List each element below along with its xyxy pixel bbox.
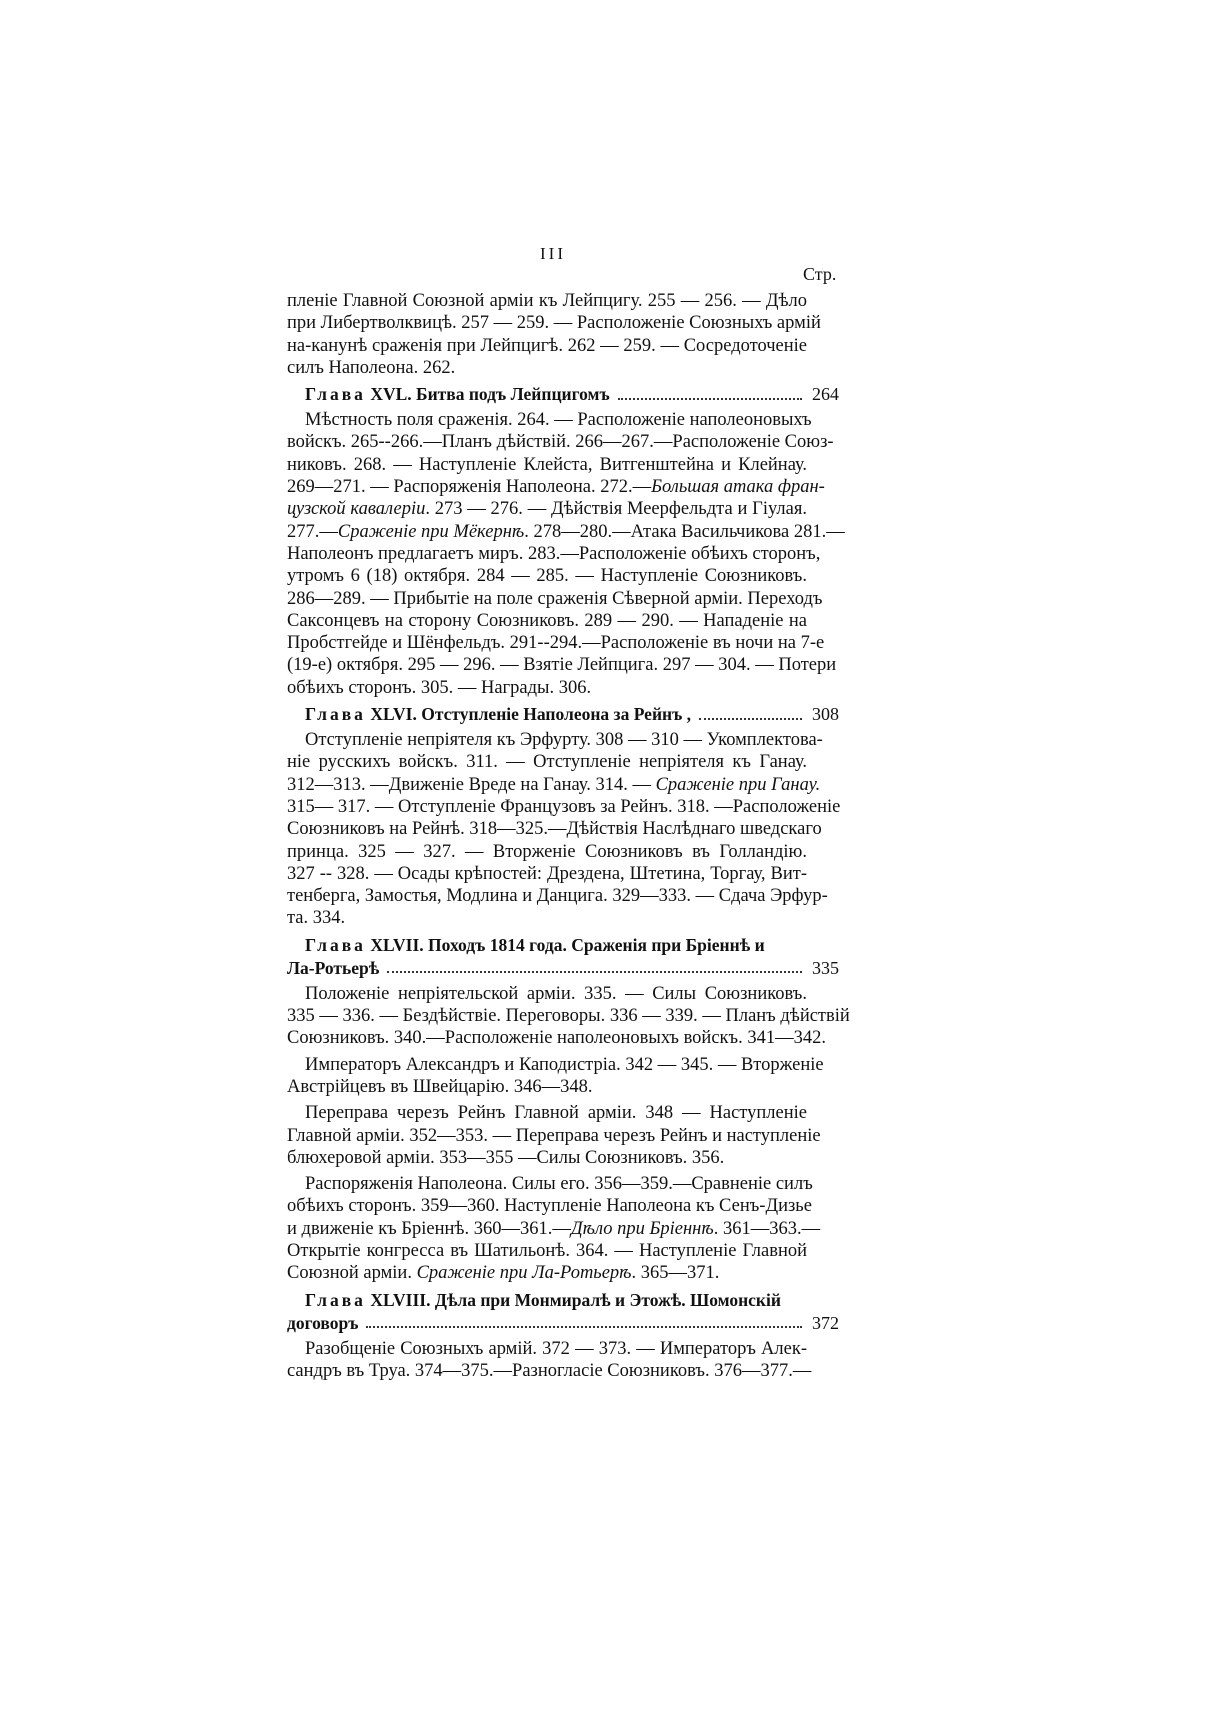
text-segment: 327 -- 328. — Осады крѣпостей: Дрездена, Штетина, Торгау, Вит- [287, 863, 807, 884]
text-segment: на-канунѣ сраженія при Лейпцигѣ. 262 — 259. — Сосредоточеніе [287, 335, 807, 356]
text-line [287, 677, 807, 699]
contents-paragraph [287, 983, 850, 1050]
text-segment: и движеніе къ Бріеннѣ. 360—361.— [287, 1218, 571, 1239]
chapter-page-number: 372 [812, 1312, 839, 1333]
chapter-numeral: XVL. [370, 384, 412, 405]
text-line [287, 841, 807, 863]
table-of-contents [287, 290, 850, 1386]
chapter-page-number: 264 [812, 384, 839, 405]
chapter-heading [287, 1289, 839, 1335]
chapter-heading-text [287, 957, 379, 980]
text-line [287, 290, 807, 312]
text-line [287, 454, 807, 476]
text-line [287, 983, 807, 1005]
text-line [287, 1005, 850, 1027]
chapter-numeral: XLVI. [370, 704, 417, 725]
text-segment: сандръ въ Труа. 374—375.—Разногласіе Союзниковъ. 376—377.— [287, 1360, 812, 1381]
text-segment: Союзниковъ на Рейнѣ. 318—325.—Дѣйствія Наслѣднаго шведскаго [287, 819, 822, 840]
chapter-heading-line [287, 703, 839, 726]
text-line [287, 431, 834, 453]
text-line [287, 610, 807, 632]
italic-segment: Дѣло при Бріеннѣ [570, 1218, 714, 1239]
text-line [287, 1102, 807, 1124]
text-line [287, 885, 828, 907]
contents-paragraph [287, 409, 845, 699]
chapter-title: Отступленіе Наполеона за Рейнъ , [421, 704, 692, 725]
text-segment: . 278—280.—Атака Васильчикова 281.— [524, 521, 845, 542]
text-segment: при Либертволквицѣ. 257 — 259. — Расположеніе Союзныхъ армій [287, 313, 821, 334]
chapter-numeral: XLVIII. [370, 1289, 431, 1310]
text-segment: Положеніе непріятельской арміи. 335. — Силы Союзниковъ. [305, 983, 807, 1004]
text-segment: Австрійцевъ въ Швейцарію. 346—348. [287, 1076, 593, 1097]
text-line [287, 357, 807, 379]
contents-paragraph [287, 1102, 839, 1169]
text-segment: обѣихъ сторонъ. 305. — Награды. 306. [287, 677, 592, 698]
chapter-heading-text [305, 1289, 781, 1312]
text-segment: ніе русскихъ войскъ. 311. — Отступленіе непріятеля къ Ганау. [287, 752, 807, 773]
text-line [287, 543, 821, 565]
text-segment: Разобщеніе Союзныхъ армій. 372 — 373. — Императоръ Алек- [305, 1338, 807, 1359]
contents-paragraph [287, 290, 839, 379]
chapter-heading [287, 934, 839, 980]
leader-dots [366, 1326, 802, 1328]
text-line [287, 863, 807, 885]
page-column-label: Стр. [803, 264, 837, 284]
text-segment: пленіе Главной Союзной арміи къ Лейпцигу. 255 — 256. — Дѣло [287, 291, 807, 311]
chapter-page-number: 308 [812, 704, 839, 725]
text-segment: . 361—363.— [713, 1218, 821, 1239]
text-line [287, 774, 821, 796]
text-line [287, 498, 807, 520]
text-line [287, 907, 807, 929]
contents-paragraph [287, 729, 839, 930]
leader-dots [699, 718, 802, 720]
text-segment: обѣихъ сторонъ. 359—360. Наступленіе Наполеона къ Сенъ-Дизье [287, 1196, 812, 1217]
text-segment: Пробстгейде и Шёнфельдъ. 291--294.—Расположеніе въ ночи на 7-е [287, 633, 825, 654]
text-line [287, 1240, 807, 1262]
text-line [287, 565, 807, 587]
text-segment: . 273 — 276. — Дѣйствія Меерфельдта и Гіулая. [425, 499, 807, 520]
contents-paragraph [287, 1338, 839, 1383]
text-line [287, 1027, 826, 1049]
text-segment: Открытіе конгресса въ Шатильонѣ. 364. — Наступленіе Главной [287, 1240, 807, 1261]
chapter-title: Походъ 1814 года. Сраженія при Бріеннѣ и [428, 934, 765, 955]
chapter-heading-line [287, 934, 839, 957]
leader-dots [387, 971, 802, 973]
text-segment: Союзной арміи. [287, 1263, 417, 1284]
text-line [287, 1195, 812, 1217]
chapter-heading-text [305, 934, 765, 957]
text-segment: 286—289. — Прибытіе на поле сраженія Сѣверной арміи. Переходъ [287, 588, 823, 609]
text-line [287, 1125, 821, 1147]
text-segment: Союзниковъ. 340.—Расположеніе наполеоновыхъ войскъ. 341—342. [287, 1028, 826, 1049]
text-segment: силъ Наполеона. 262. [287, 357, 456, 378]
contents-paragraph [287, 1173, 839, 1284]
chapter-heading-line [287, 1312, 839, 1335]
page-folio: III [540, 244, 566, 263]
text-segment: никовъ. 268. — Наступленіе Клейста, Витгенштейна и Клейнау. [287, 454, 807, 475]
text-line [287, 1076, 807, 1098]
text-line [287, 632, 825, 654]
text-line [287, 476, 825, 498]
text-line [287, 1218, 821, 1240]
chapter-label: Глава [305, 384, 366, 405]
contents-paragraph [287, 1054, 839, 1099]
italic-segment: Сраженіе при Ганау. [655, 774, 821, 795]
text-line [287, 818, 822, 840]
text-segment: 335 — 336. — Бездѣйствіе. Переговоры. 336 — 339. — Планъ дѣйствій [287, 1006, 850, 1027]
chapter-title: Дѣла при Монмиралѣ и Этожѣ. Шомонскій [434, 1289, 781, 1310]
text-line [287, 1360, 812, 1382]
italic-segment: Сраженіе при Ла-Ротьерѣ [416, 1263, 632, 1284]
text-segment: та. 334. [287, 908, 346, 929]
italic-segment: цузской кавалеріи [287, 499, 426, 520]
text-line [287, 1338, 807, 1360]
text-line [287, 729, 823, 751]
text-segment: (19-е) октября. 295 — 296. — Взятіе Лейпцига. 297 — 304. — Потери [287, 655, 837, 676]
chapter-numeral: XLVII. [370, 934, 424, 955]
chapter-heading-text [305, 383, 610, 406]
text-segment: принца. 325 — 327. — Вторженіе Союзниковъ въ Голландію. [287, 841, 807, 862]
chapter-label: Глава [305, 934, 366, 955]
chapter-page-number: 335 [812, 957, 839, 978]
text-line [287, 1147, 807, 1169]
chapter-heading [287, 383, 839, 406]
text-segment: блюхеровой арміи. 353—355 —Силы Союзниковъ. 356. [287, 1147, 725, 1168]
text-line [287, 521, 845, 543]
italic-segment: Большая атака фран- [651, 477, 825, 498]
chapter-heading-text [287, 1312, 358, 1335]
italic-segment: Сраженіе при Мёкернѣ [337, 521, 525, 542]
chapter-heading-line [287, 1289, 839, 1312]
text-segment: 277.— [287, 521, 338, 542]
text-line [287, 796, 841, 818]
text-segment: 315— 317. — Отступленіе Французовъ за Рейнъ. 318. —Расположеніе [287, 796, 841, 817]
chapter-heading-text [305, 703, 691, 726]
text-segment: Императоръ Александръ и Каподистріа. 342 — 345. — Вторженіе [305, 1054, 824, 1075]
chapter-label: Глава [305, 704, 366, 725]
text-line [287, 409, 812, 431]
text-line [287, 1054, 824, 1076]
text-line [287, 654, 837, 676]
chapter-heading [287, 703, 839, 726]
chapter-title: договоръ [287, 1312, 359, 1333]
text-segment: утромъ 6 (18) октября. 284 — 285. — Наступленіе Союзниковъ. [287, 566, 807, 587]
text-segment: Распоряженія Наполеона. Силы его. 356—359.—Сравненіе силъ [305, 1174, 813, 1195]
chapter-label: Глава [305, 1289, 366, 1310]
text-segment: Отступленіе непріятеля къ Эрфурту. 308 — 310 — Укомплектова- [305, 730, 823, 751]
text-segment: Мѣстность поля сраженія. 264. — Расположеніе наполеоновыхъ [305, 410, 812, 431]
text-line [287, 1173, 813, 1195]
text-line [287, 312, 821, 334]
text-segment: 312—313. —Движеніе Вреде на Ганау. 314. — [287, 774, 656, 795]
chapter-title: Битва подъ Лейпцигомъ [416, 384, 610, 405]
chapter-heading-line [287, 383, 839, 406]
text-segment: Наполеонъ предлагаетъ миръ. 283.—Расположеніе обѣихъ сторонъ, [287, 543, 821, 564]
text-line [287, 751, 807, 773]
text-segment: Главной арміи. 352—353. — Переправа черезъ Рейнъ и наступленіе [287, 1125, 821, 1146]
text-line [287, 335, 807, 357]
text-segment: Саксонцевъ на сторону Союзниковъ. 289 — 290. — Нападеніе на [287, 610, 807, 631]
text-segment: . 365—371. [631, 1263, 720, 1284]
text-line [287, 588, 823, 610]
text-segment: тенберга, Замостья, Модлина и Данцига. 329—333. — Сдача Эрфур- [287, 886, 828, 907]
chapter-heading-line [287, 957, 839, 980]
chapter-title: Ла-Ротьерѣ [287, 957, 380, 978]
text-segment: 269—271. — Распоряженія Наполеона. 272.— [287, 477, 652, 498]
text-segment: Переправа черезъ Рейнъ Главной арміи. 348 — Наступленіе [305, 1103, 807, 1124]
leader-dots [618, 398, 802, 400]
text-segment: войскъ. 265--266.—Планъ дѣйствій. 266—267.—Расположеніе Союз- [287, 432, 834, 453]
text-line [287, 1262, 807, 1284]
